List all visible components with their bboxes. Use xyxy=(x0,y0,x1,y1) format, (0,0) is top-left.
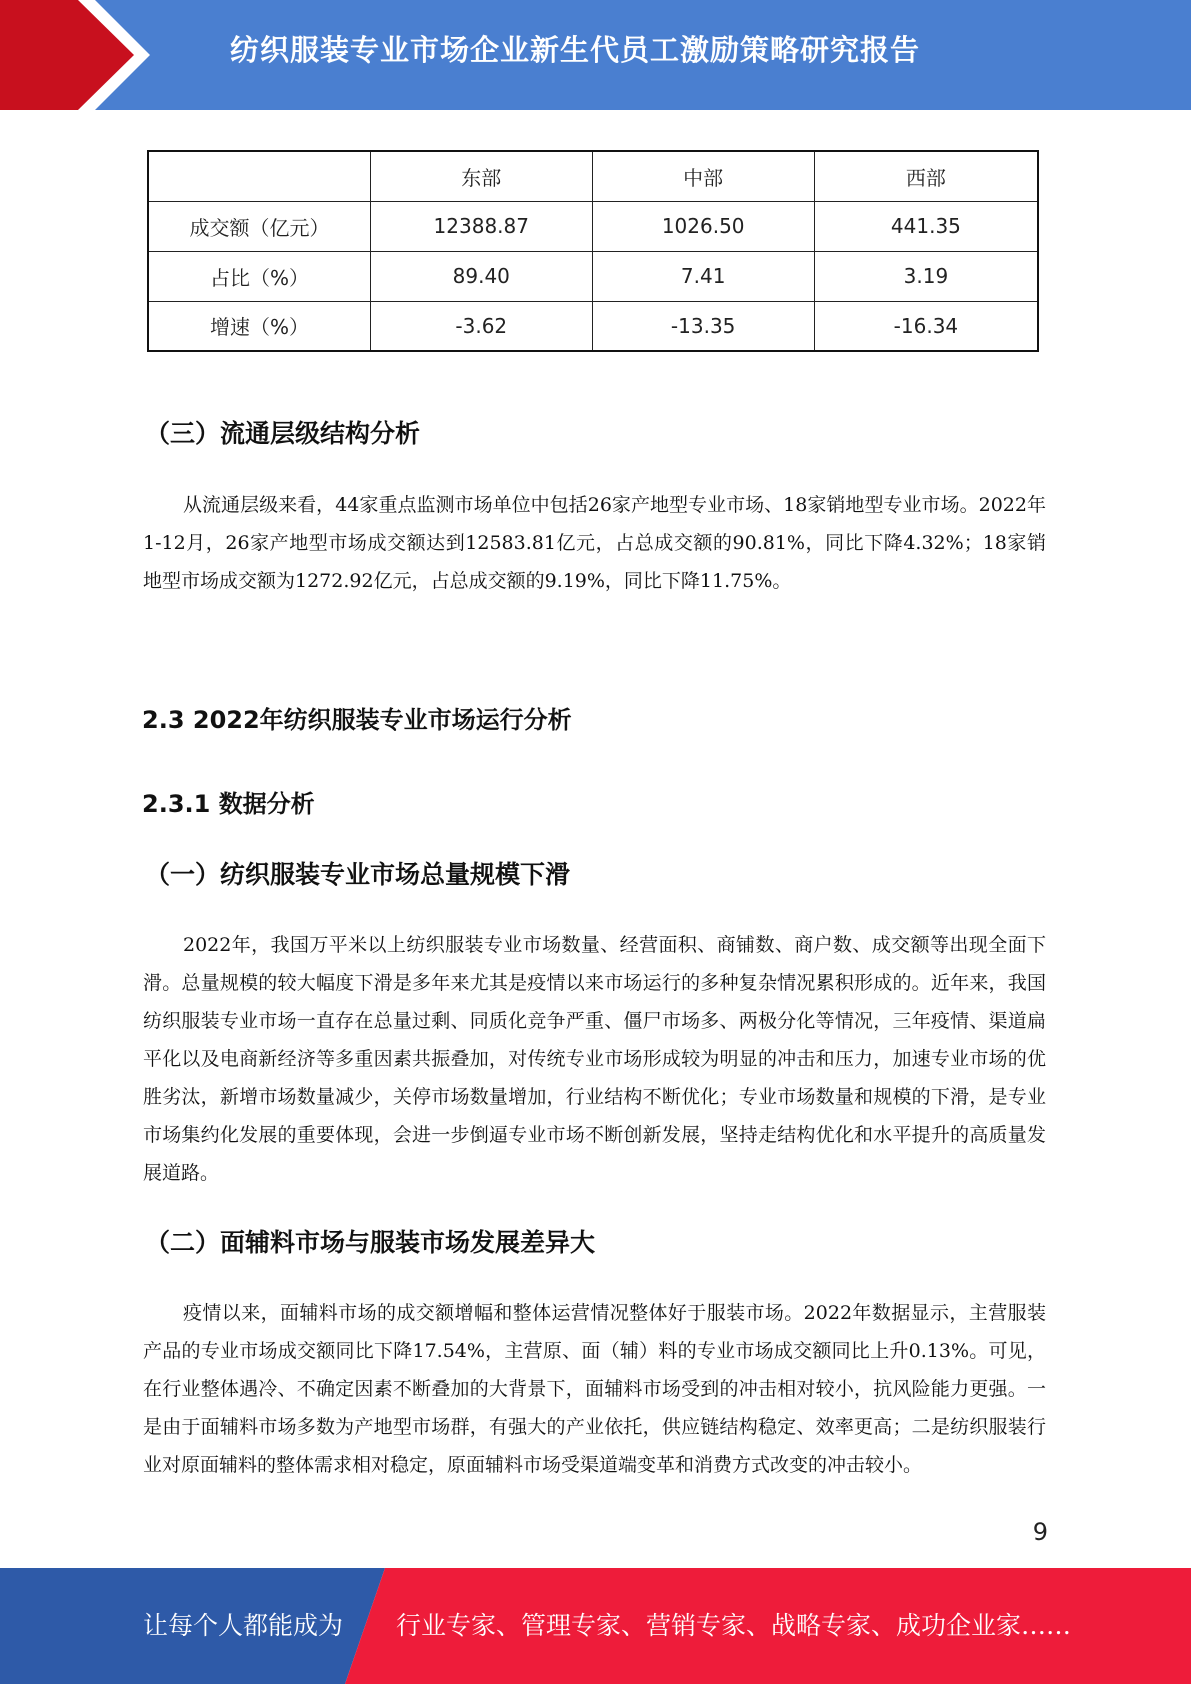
regional-table xyxy=(147,150,1039,352)
table-row-label: 成交额（亿元） xyxy=(148,201,371,251)
table-header-cell: 中部 xyxy=(592,151,814,201)
section-3-paragraph: 从流通层级来看，44家重点监测市场单位中包括26家产地型专业市场、18家销地型专业市场。2022年1-12月，26家产地型市场成交额达到12583.81亿元，占总成交额的90.81%，同比下降4.32%；18家销地型市场成交额为1272.92亿元，占总成交额的9.19%，同比下降11.75%。 xyxy=(143,494,1046,592)
page-footer xyxy=(0,1568,1191,1684)
table-row xyxy=(148,201,1038,251)
part-1-paragraph: 2022年，我国万平米以上纺织服装专业市场数量、经营面积、商铺数、商户数、成交额等出现全面下滑。总量规模的较大幅度下滑是多年来尤其是疫情以来市场运行的多种复杂情况累积形成的。近年来，我国纺织服装专业市场一直存在总量过剩、同质化竞争严重、僵尸市场多、两极分化等情况，三年疫情、渠道扁平化以及电商新经济等多重因素共振叠加，对传统专业市场形成较为明显的冲击和压力，加速专业市场的优胜劣汰，新增市场数量减少，关停市场数量增加，行业结构不断优化；专业市场数量和规模的下滑，是专业市场集约化发展的重要体现，会进一步倒逼专业市场不断创新发展，坚持走结构优化和水平提升的高质量发展道路。 xyxy=(143,934,1046,1184)
table-header-cell: 东部 xyxy=(371,151,592,201)
table-row-label: 占比（%） xyxy=(148,251,371,301)
part-2-paragraph: 疫情以来，面辅料市场的成交额增幅和整体运营情况整体好于服装市场。2022年数据显示，主营服装产品的专业市场成交额同比下降17.54%，主营原、面（辅）料的专业市场成交额同比上升0.13%。可见，在行业整体遇冷、不确定因素不断叠加的大背景下，面辅料市场受到的冲击相对较小，抗风险能力更强。一是由于面辅料市场多数为产地型市场群，有强大的产业依托，供应链结构稳定、效率更高；二是纺织服装行业对原面辅料的整体需求相对稳定，原面辅料市场受渠道端变革和消费方式改变的冲击较小。 xyxy=(143,1302,1046,1476)
part-1-heading: （一）纺织服装专业市场总量规模下滑 xyxy=(145,860,571,889)
table-cell: -16.34 xyxy=(814,301,1038,351)
table-header-cell xyxy=(148,151,371,201)
table-cell: 7.41 xyxy=(592,251,814,301)
page-header xyxy=(0,0,1191,110)
table-row xyxy=(148,251,1038,301)
page-number: 9 xyxy=(1032,1518,1048,1546)
table-header-cell: 西部 xyxy=(814,151,1038,201)
part-2-heading: （二）面辅料市场与服装市场发展差异大 xyxy=(145,1228,596,1257)
table-cell: -13.35 xyxy=(592,301,814,351)
table-cell: 89.40 xyxy=(371,251,592,301)
table-cell: -3.62 xyxy=(371,301,592,351)
table-row-label: 增速（%） xyxy=(148,301,371,351)
section-2-3-heading: 2.3 2022年纺织服装专业市场运行分析 xyxy=(142,706,572,734)
table-cell: 1026.50 xyxy=(592,201,814,251)
table-cell: 12388.87 xyxy=(371,201,592,251)
footer-slogan-left: 让每个人都能成为 xyxy=(143,1611,344,1640)
table-header-row xyxy=(148,151,1038,201)
table-cell: 3.19 xyxy=(814,251,1038,301)
section-2-3-1-heading: 2.3.1 数据分析 xyxy=(142,790,315,818)
section-3-heading: （三）流通层级结构分析 xyxy=(145,419,421,448)
report-title: 纺织服装专业市场企业新生代员工激励策略研究报告 xyxy=(230,33,921,67)
table-cell: 441.35 xyxy=(814,201,1038,251)
footer-slogan-right: 行业专家、管理专家、营销专家、战略专家、成功企业家…… xyxy=(396,1611,1072,1640)
table-row xyxy=(148,301,1038,351)
